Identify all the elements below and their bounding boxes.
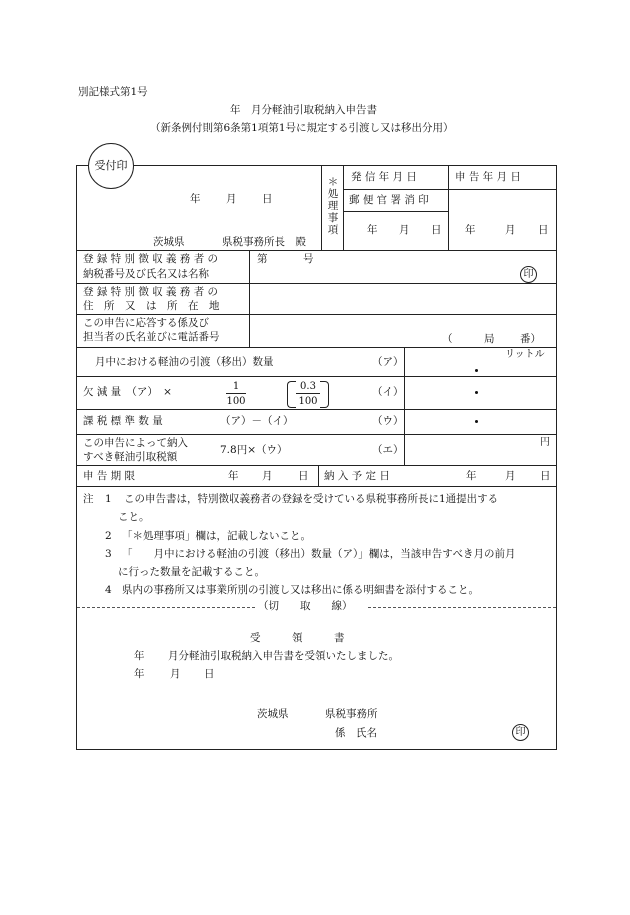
note-2-number: 2 (105, 530, 112, 542)
receipt-line-text: 月分軽油引取税納入申告書を受領いたしました。 (168, 650, 399, 662)
postal-cancel-label: 郵 便 官 署 消 印 (349, 194, 429, 206)
top-date-year: 年 (190, 193, 201, 205)
row-a-label: 月中における軽油の引渡（移出）数量 (95, 356, 274, 368)
row-u-formula: （ア）－（イ） (220, 415, 294, 427)
receipt-seal-mark: 印 (512, 724, 529, 741)
scheduled-date-label: 納 入 予 定 日 (324, 470, 390, 482)
receipt-title: 受 領 書 (250, 632, 345, 644)
deadline-label: 申 告 期 限 (83, 470, 136, 482)
deadline-day: 日 (298, 470, 309, 482)
registrant-seal-mark: 印 (520, 266, 537, 283)
sent-date-label: 発 信 年 月 日 (351, 171, 417, 183)
row-i-label: 欠 減 量 （ア） × (83, 386, 172, 398)
receipt-line-year: 年 (134, 650, 145, 662)
prefecture-name: 茨城県 (153, 236, 185, 248)
contact-label-1: この申告に応答する係及び (83, 317, 209, 329)
report-date-month: 月 (505, 224, 516, 236)
registrant-address-label-1: 登 録 特 別 徴 収 義 務 者 の (83, 286, 219, 298)
form-title: 年 月分軽油引取税納入申告書 (230, 104, 377, 116)
fraction-1-denominator: 100 (226, 396, 246, 407)
note-4-text: 県内の事務所又は事業所別の引渡し又は移出に係る明細書を添付すること。 (122, 584, 479, 596)
registrant-number-label-1: 登 録 特 別 徴 収 義 務 者 の (83, 253, 219, 265)
row-a-mark: （ア） (372, 356, 404, 368)
top-date-day: 日 (262, 193, 273, 205)
unit-yen: 円 (540, 437, 550, 448)
receipt-office: 県税事務所 (325, 708, 378, 720)
number-suffix: 号 (303, 253, 314, 265)
note-1-line-1: この申告書は，特別徴収義務者の登録を受けている県税事務所長に1通提出する (124, 493, 499, 505)
receipt-staff-name: 係 氏名 (335, 727, 377, 739)
receipt-date-year: 年 (134, 668, 145, 680)
scheduled-day: 日 (540, 470, 551, 482)
row-e-label-1: この申告によって納入 (83, 437, 188, 449)
phone-open-paren: （ (442, 333, 453, 345)
processing-date-day: 日 (431, 224, 442, 236)
tax-office-head: 県税事務所長 殿 (222, 236, 306, 248)
row-e-mark: （エ） (372, 444, 404, 456)
fraction-1-numerator: 1 (232, 381, 240, 392)
receipt-date-month: 月 (170, 668, 181, 680)
receipt-date-day: 日 (204, 668, 215, 680)
number-prefix: 第 (257, 253, 268, 265)
phone-number-label: 番） (520, 333, 541, 345)
unit-liter: リットル (505, 349, 545, 360)
registrant-number-label-2: 納税番号及び氏名又は名称 (83, 268, 209, 280)
fraction-2-numerator: 0.3 (300, 381, 316, 392)
top-date-month: 月 (226, 193, 237, 205)
note-1-number: 1 (105, 493, 112, 505)
note-3-number: 3 (105, 548, 112, 560)
processing-items-label: ＊処理事項 (327, 176, 339, 236)
report-date-label: 申 告 年 月 日 (455, 171, 521, 183)
scheduled-year: 年 (466, 470, 477, 482)
row-u-label: 課 税 標 準 数 量 (83, 415, 163, 427)
note-4-number: 4 (105, 584, 112, 596)
contact-label-2: 担当者の氏名並びに電話番号 (83, 331, 220, 343)
note-2-text: 「＊処理事項」欄は，記載しないこと。 (122, 530, 311, 542)
report-date-year: 年 (465, 224, 476, 236)
phone-office-label: 局 (484, 333, 495, 345)
processing-date-month: 月 (399, 224, 410, 236)
fraction-2-denominator: 100 (298, 396, 318, 407)
reception-stamp: 受付印 (88, 143, 134, 189)
note-3-line-2: に行った数量を記載すること。 (118, 566, 265, 578)
row-i-mark: （イ） (372, 386, 404, 398)
form-id: 別記様式第1号 (78, 86, 148, 98)
row-e-formula: 7.8円×（ウ） (220, 444, 288, 456)
note-1-line-2: こと。 (118, 511, 150, 523)
row-u-mark: （ウ） (372, 415, 404, 427)
row-e-label-2: すべき軽油引取税額 (83, 451, 178, 463)
notes-head: 注 (83, 493, 94, 505)
report-date-day: 日 (538, 224, 549, 236)
deadline-month: 月 (262, 470, 273, 482)
receipt-prefecture: 茨城県 (257, 708, 289, 720)
form-subtitle: （新条例付則第6条第1項第1号に規定する引渡し又は移出分用） (150, 122, 454, 134)
registrant-address-label-2: 住 所 又 は 所 在 地 (83, 300, 220, 312)
scheduled-month: 月 (505, 470, 516, 482)
deadline-year: 年 (228, 470, 239, 482)
note-3-line-1: 「 月中における軽油の引渡（移出）数量（ア）」欄は，当該申告すべき月の前月 (122, 548, 516, 560)
cut-line-label: （切 取 線） (258, 600, 353, 612)
processing-date-year: 年 (367, 224, 378, 236)
